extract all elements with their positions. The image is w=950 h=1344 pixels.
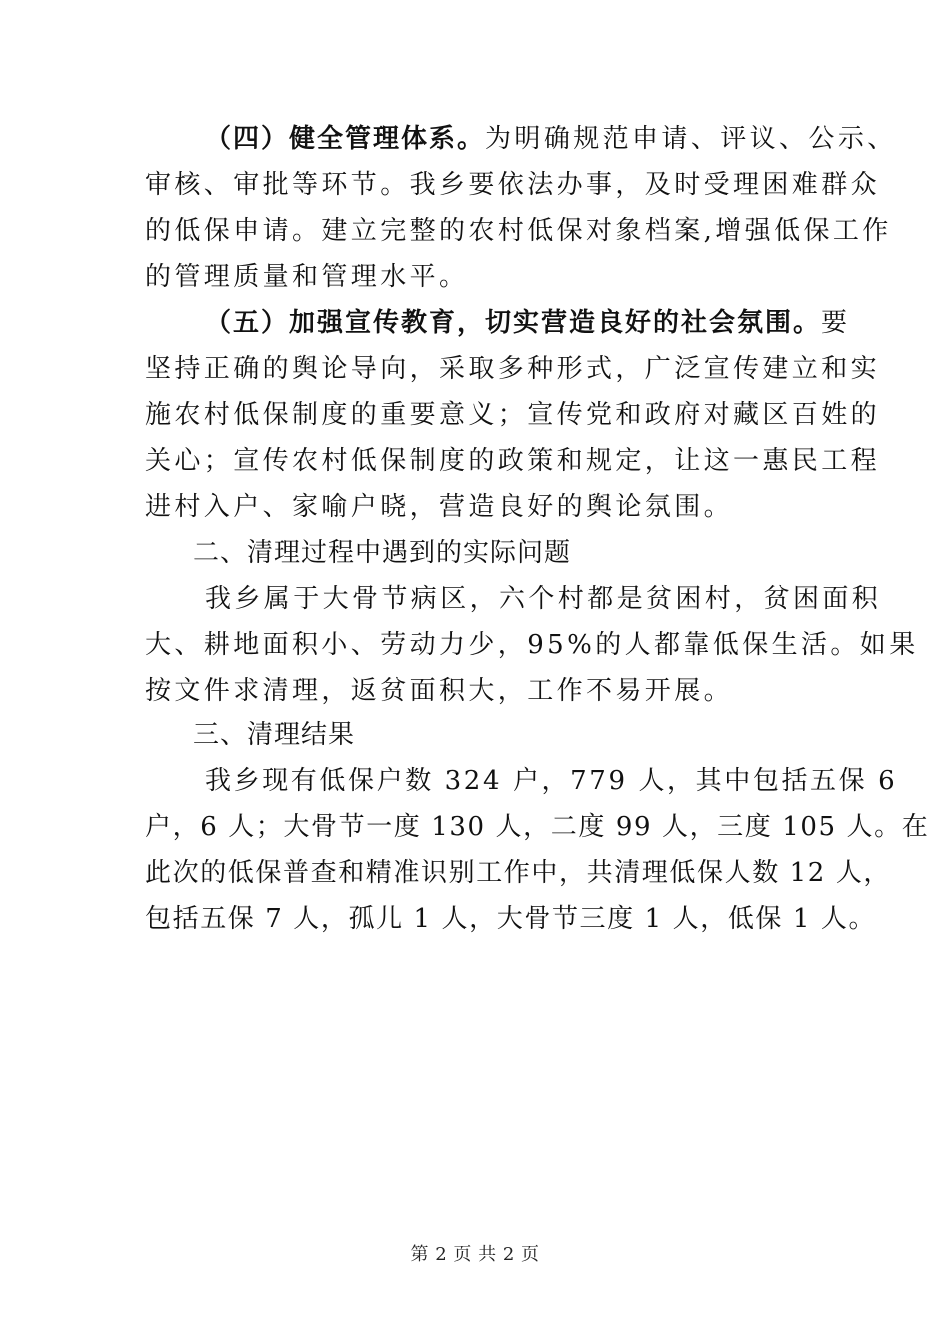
part-2-heading: 二、清理过程中遇到的实际问题 [193,538,572,568]
section-5-line-1-text: 要 [821,308,851,338]
part-2-line-3: 按文件求清理，返贫面积大，工作不易开展。 [145,676,734,706]
part-3-line-1: 我乡现有低保户数 324 户，779 人，其中包括五保 6 [205,766,898,796]
section-4-heading: （四）健全管理体系。 [205,124,486,154]
section-4-line-2: 审核、审批等环节。我乡要依法办事，及时受理困难群众 [145,170,881,200]
section-5-paragraph [145,300,881,530]
part-2-line-1: 我乡属于大骨节病区，六个村都是贫困村，贫困面积 [205,584,882,614]
part-3-line-2: 户，6 人；大骨节一度 130 人，二度 99 人，三度 105 人。在 [145,812,930,842]
part-3-section [145,712,930,942]
section-5-line-5: 进村入户、家喻户晓，营造良好的舆论氛围。 [145,492,734,522]
page-number-footer: 第 2 页 共 2 页 [410,1244,540,1265]
section-5-line-2: 坚持正确的舆论导向，采取多种形式，广泛宣传建立和实 [145,354,881,384]
section-4-paragraph [145,116,897,300]
section-5-heading: （五）加强宣传教育，切实营造良好的社会氛围。 [205,308,822,338]
section-5-line-3: 施农村低保制度的重要意义；宣传党和政府对藏区百姓的 [145,400,881,430]
section-4-line-1 [145,116,897,162]
part-3-line-4: 包括五保 7 人，孤儿 1 人，大骨节三度 1 人，低保 1 人。 [145,904,877,934]
section-4-line-4: 的管理质量和管理水平。 [145,262,469,292]
part-2-line-2: 大、耕地面积小、劳动力少，95%的人都靠低保生活。如果 [145,630,919,660]
section-5-line-4: 关心；宣传农村低保制度的政策和规定，让这一惠民工程 [145,446,881,476]
section-5-line-1 [145,300,851,346]
section-4-line-1-text: 为明确规范申请、评议、公示、 [485,124,897,154]
section-4-line-3: 的低保申请。建立完整的农村低保对象档案,增强低保工作 [145,216,892,246]
part-2-section [145,530,919,714]
part-3-line-3: 此次的低保普查和精准识别工作中，共清理低保人数 12 人， [145,858,892,888]
part-3-heading: 三、清理结果 [193,720,356,750]
